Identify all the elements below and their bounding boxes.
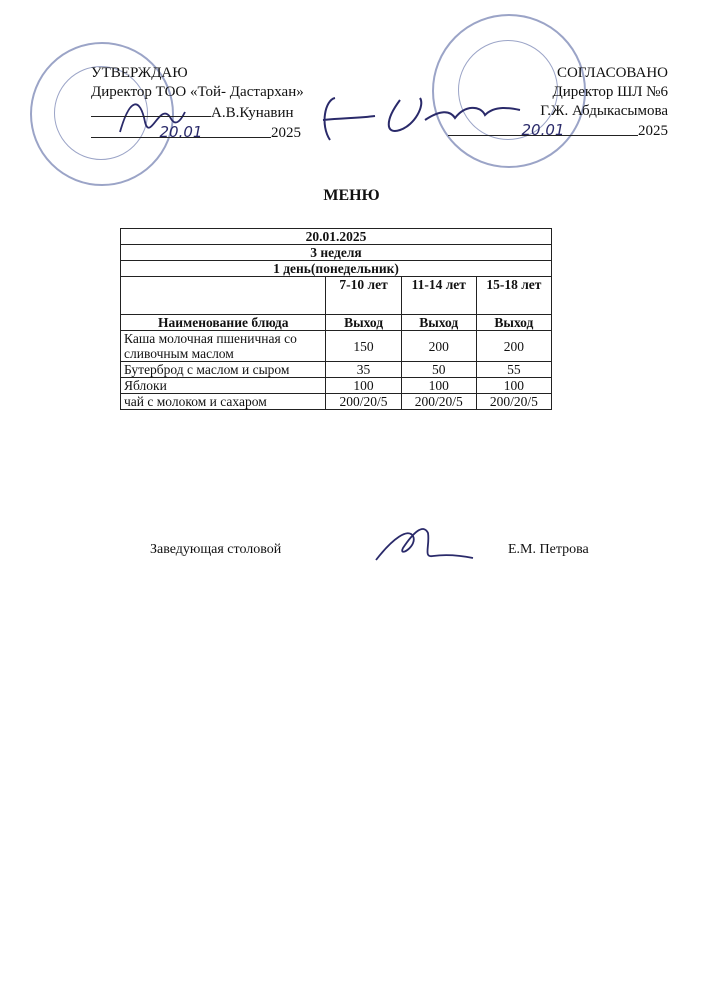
agreement-block xyxy=(448,64,668,141)
dish-yield: 200/20/5 xyxy=(476,394,551,410)
agree-position: Директор ШЛ №6 xyxy=(552,84,668,100)
table-row xyxy=(121,394,552,410)
table-row xyxy=(121,331,552,362)
age-group-row xyxy=(121,277,552,315)
yield-header: Выход xyxy=(476,315,551,331)
dish-name: Яблоки xyxy=(121,378,326,394)
dish-yield: 150 xyxy=(326,331,401,362)
yield-header: Выход xyxy=(326,315,401,331)
dish-yield: 200 xyxy=(476,331,551,362)
agree-date: 20.01 xyxy=(521,121,565,139)
approve-year: 2025 xyxy=(271,125,301,141)
agree-label: СОГЛАСОВАНО xyxy=(556,65,668,81)
dish-name: чай с молоком и сахаром xyxy=(121,394,326,410)
table-row xyxy=(121,378,552,394)
approve-label: УТВЕРЖДАЮ xyxy=(91,65,188,81)
menu-table xyxy=(120,228,552,410)
footer-name: Е.М. Петрова xyxy=(508,542,589,557)
approve-date: 20.01 xyxy=(159,123,203,141)
dish-name-header: Наименование блюда xyxy=(121,315,326,331)
dish-yield: 200 xyxy=(401,331,476,362)
dish-yield: 55 xyxy=(476,362,551,378)
table-day-row xyxy=(121,261,552,277)
approve-name: А.В.Кунавин xyxy=(211,105,294,121)
dish-yield: 100 xyxy=(401,378,476,394)
table-day: 1 день(понедельник) xyxy=(121,261,552,277)
age-group-header: 15-18 лет xyxy=(476,277,551,315)
dish-yield: 200/20/5 xyxy=(326,394,401,410)
yield-header: Выход xyxy=(401,315,476,331)
table-date-row xyxy=(121,229,552,245)
dish-yield: 50 xyxy=(401,362,476,378)
column-header-row xyxy=(121,315,552,331)
table-week: 3 неделя xyxy=(121,245,552,261)
dish-name: Каша молочная пшеничная со сливочным маслом xyxy=(121,331,326,362)
empty-header-cell xyxy=(121,277,326,315)
age-group-header: 11-14 лет xyxy=(401,277,476,315)
approve-position: Директор ТОО «Той- Дастархан» xyxy=(91,84,304,100)
dish-yield: 100 xyxy=(476,378,551,394)
approval-block xyxy=(91,64,304,143)
agree-year: 2025 xyxy=(638,123,668,139)
agree-date-line xyxy=(448,121,668,141)
table-date: 20.01.2025 xyxy=(121,229,552,245)
approve-name-line xyxy=(91,102,304,123)
table-row xyxy=(121,362,552,378)
dish-yield: 200/20/5 xyxy=(401,394,476,410)
age-group-header: 7-10 лет xyxy=(326,277,401,315)
cafeteria-head-signature xyxy=(368,518,478,568)
page-title: МЕНЮ xyxy=(323,187,380,204)
agree-name: Г.Ж. Абдыкасымова xyxy=(540,103,668,119)
dish-yield: 100 xyxy=(326,378,401,394)
approve-date-line xyxy=(91,123,304,143)
table-week-row xyxy=(121,245,552,261)
dish-name: Бутерброд с маслом и сыром xyxy=(121,362,326,378)
footer-position: Заведующая столовой xyxy=(150,542,282,557)
dish-yield: 35 xyxy=(326,362,401,378)
